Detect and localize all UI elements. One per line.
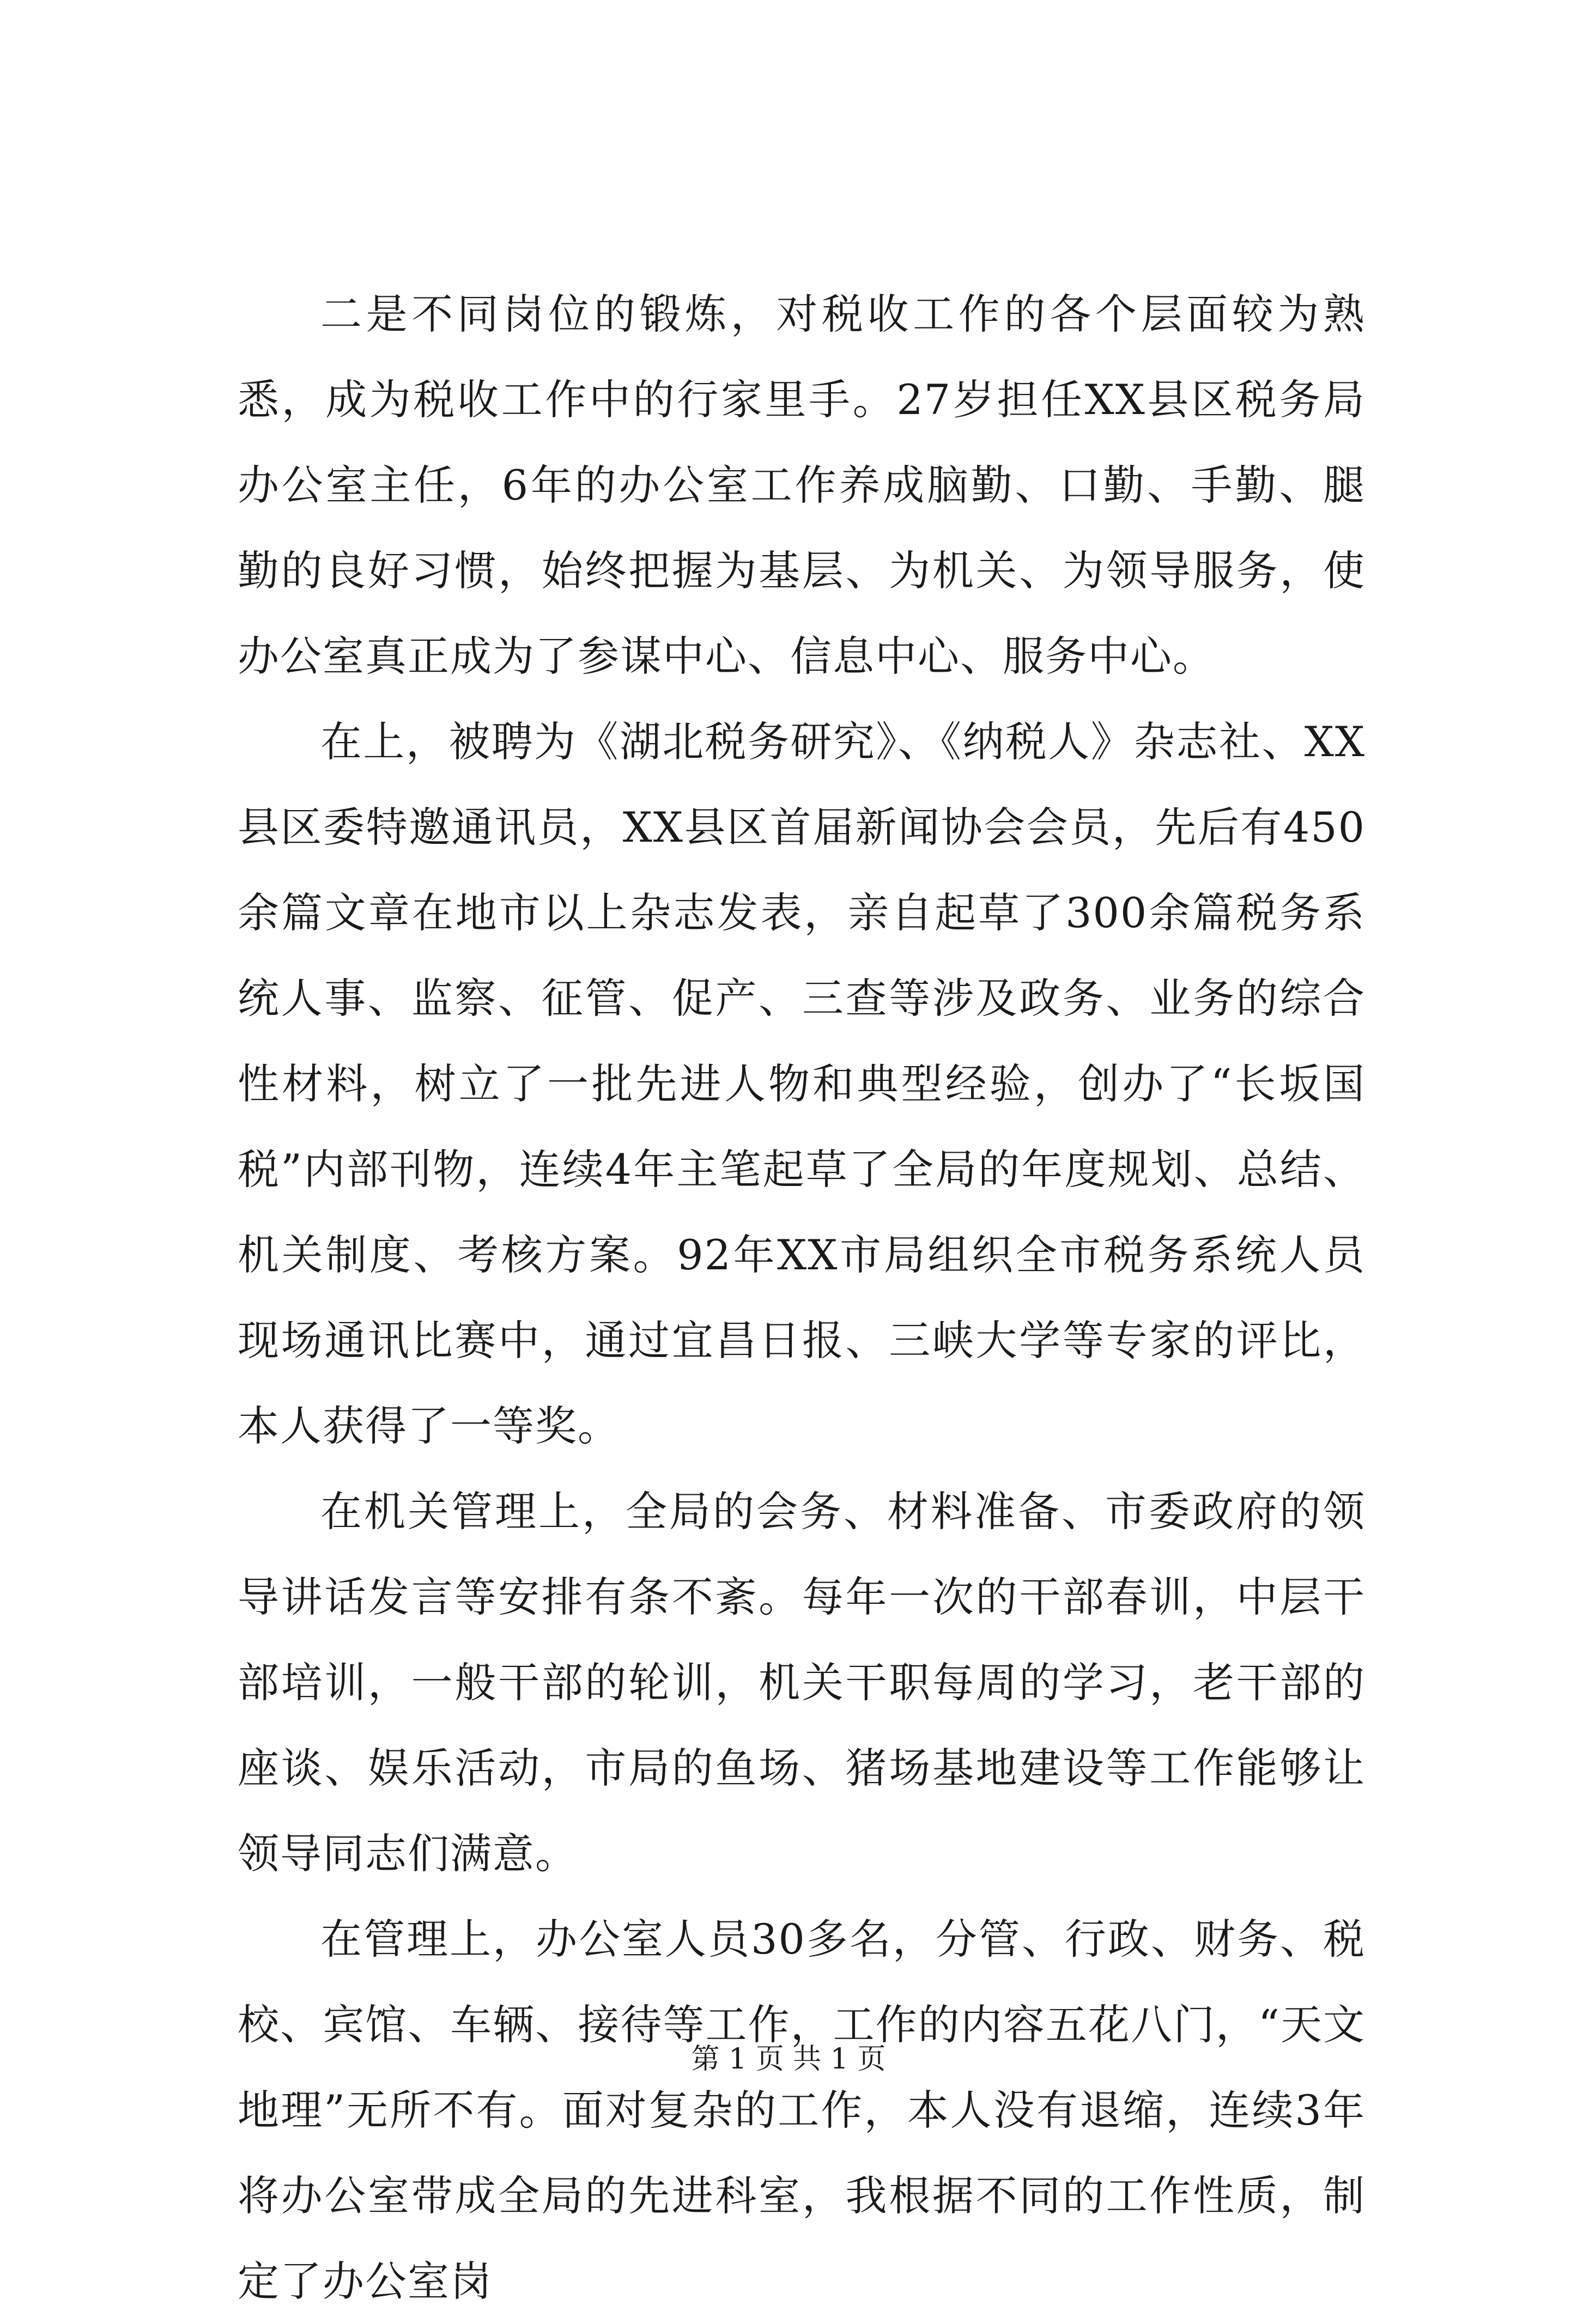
page-number-label: 第 1 页 共 1 页 [691, 2043, 886, 2076]
paragraph-1: 二是不同岗位的锻炼，对税收工作的各个层面较为熟悉，成为税收工作中的行家里手。27岁担任XX县区税务局办公室主任，6年的办公室工作养成脑勤、口勤、手勤、腿勤的良好习惯，始终把握为基层、为机关、为领导服务，使办公室真正成为了参谋中心、信息中心、服务中心。 [238, 290, 1366, 680]
paragraph-3: 在机关管理上，全局的会务、材料准备、市委政府的领导讲话发言等安排有条不紊。每年一次的干部春训，中层干部培训，一般干部的轮训，机关干职每周的学习，老干部的座谈、娱乐活动，市局的鱼场、猪场基地建设等工作能够让领导同志们满意。 [238, 1487, 1366, 1878]
paragraph-4: 在管理上，办公室人员30多名，分管、行政、财务、税校、宾馆、车辆、接待等工作，工作的内容五花八门，“天文地理”无所不有。面对复杂的工作，本人没有退缩，连续3年将办公室带成全局的先进科室，我根据不同的工作性质，制定了办公室岗 [238, 1915, 1366, 2305]
paragraph-2: 在上，被聘为《湖北税务研究》、《纳税人》杂志社、XX县区委特邀通讯员，XX县区首届新闻协会会员，先后有450余篇文章在地市以上杂志发表，亲自起草了300余篇税务系统人事、监察、征管、促产、三查等涉及政务、业务的综合性材料，树立了一批先进人物和典型经验，创办了“长坂国税”内部刊物，连续4年主笔起草了全局的年度规划、总结、机关制度、考核方案。92年XX市局组织全市税务系统人员现场通讯比赛中，通过宜昌日报、三峡大学等专家的评比，本人获得了一等奖。 [238, 717, 1366, 1450]
document-body [238, 271, 1366, 2324]
page-footer [0, 2040, 1577, 2078]
